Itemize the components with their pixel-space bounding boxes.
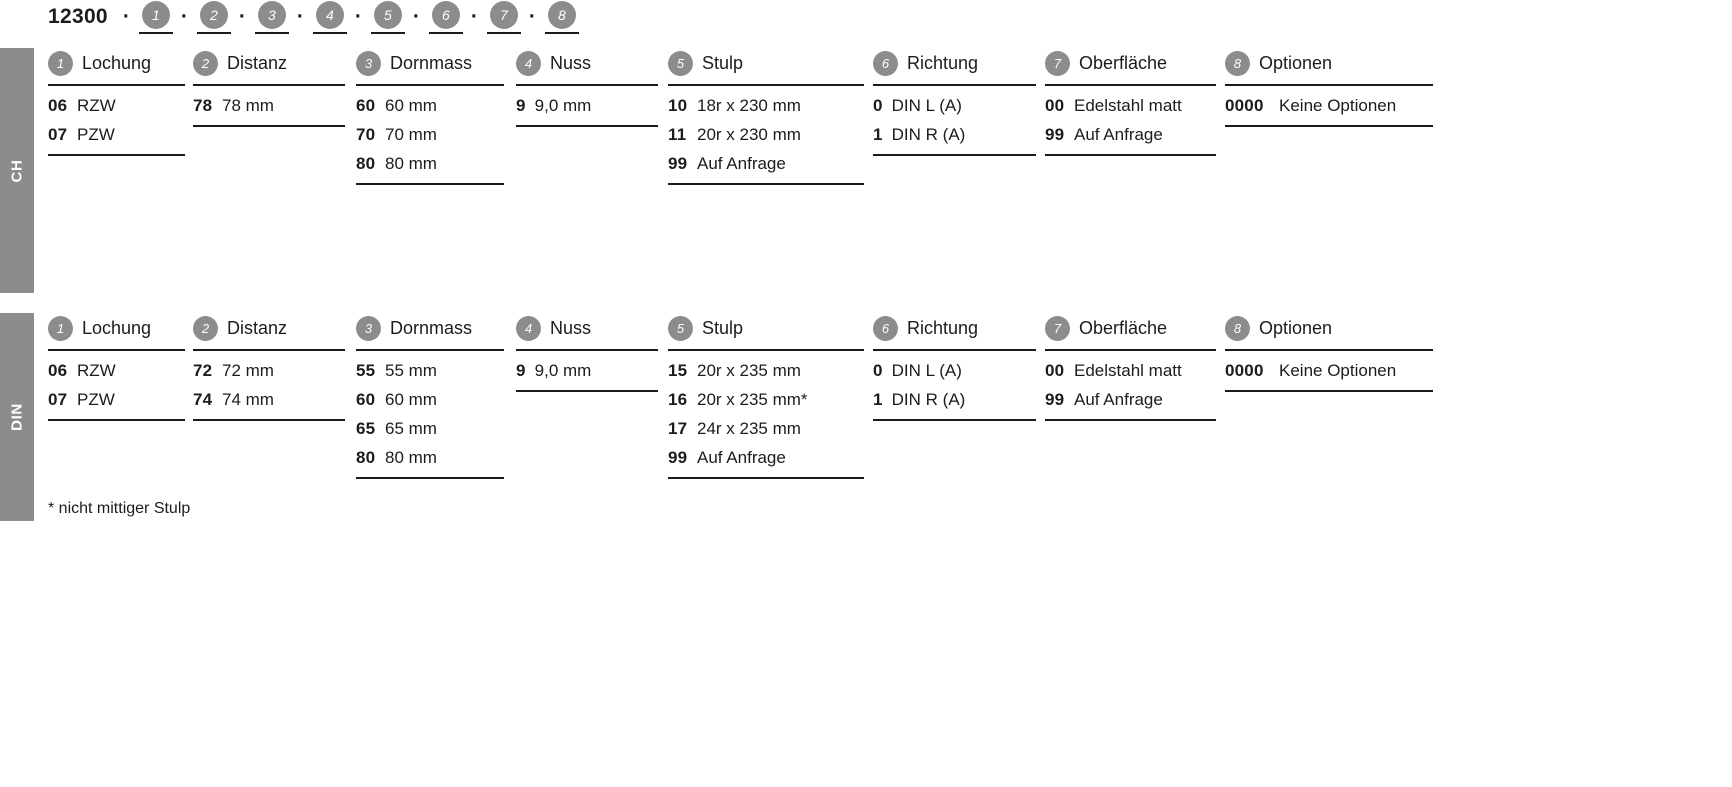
option-code: 1 bbox=[873, 125, 883, 144]
column-title: Lochung bbox=[82, 52, 152, 73]
column-header bbox=[668, 313, 873, 345]
side-tab-label: CH bbox=[8, 159, 26, 182]
column-title: Nuss bbox=[550, 52, 592, 73]
option-label: RZW bbox=[77, 96, 116, 115]
list-item[interactable] bbox=[48, 125, 193, 154]
column-richtung bbox=[873, 313, 1045, 479]
code-separator-3: · bbox=[296, 5, 304, 28]
column-rows bbox=[873, 86, 1045, 154]
list-item[interactable] bbox=[356, 96, 516, 125]
option-label: Auf Anfrage bbox=[697, 154, 786, 173]
option-label: Auf Anfrage bbox=[697, 448, 786, 467]
list-item[interactable] bbox=[873, 96, 1045, 125]
column-title: Distanz bbox=[227, 317, 288, 338]
option-code: 0000 bbox=[1225, 361, 1264, 380]
code-slot-1[interactable] bbox=[139, 1, 173, 34]
column-header bbox=[516, 48, 668, 80]
column-header bbox=[1225, 48, 1433, 80]
column-title: Stulp bbox=[702, 52, 744, 73]
code-slot-4[interactable] bbox=[313, 1, 347, 34]
column-rows bbox=[48, 351, 193, 419]
list-item[interactable] bbox=[668, 125, 873, 154]
column-bottom-divider bbox=[48, 154, 185, 156]
column-bottom-divider bbox=[516, 125, 658, 127]
column-title: Dornmass bbox=[390, 317, 473, 338]
side-tab-label: DIN bbox=[8, 403, 26, 431]
column-header bbox=[1225, 313, 1433, 345]
code-slot-7[interactable] bbox=[487, 1, 521, 34]
column-stulp bbox=[668, 313, 873, 479]
column-number-icon: 6 bbox=[873, 316, 898, 341]
list-item[interactable] bbox=[668, 154, 873, 183]
slot-number-icon: 3 bbox=[258, 1, 286, 29]
column-rows bbox=[668, 86, 873, 183]
code-separator-2: · bbox=[238, 5, 246, 28]
column-stulp bbox=[668, 48, 873, 185]
column-number-icon: 1 bbox=[48, 316, 73, 341]
option-code: 55 bbox=[356, 361, 376, 380]
column-lochung bbox=[48, 48, 193, 185]
slot-number-icon: 8 bbox=[548, 1, 576, 29]
list-item[interactable] bbox=[1045, 125, 1225, 154]
column-optionen bbox=[1225, 313, 1433, 479]
column-title: Stulp bbox=[702, 317, 744, 338]
code-slot-2[interactable] bbox=[197, 1, 231, 34]
option-code: 74 bbox=[193, 390, 213, 409]
column-number-icon: 6 bbox=[873, 51, 898, 76]
column-header bbox=[873, 48, 1045, 80]
option-label: RZW bbox=[77, 361, 116, 380]
column-title: Nuss bbox=[550, 317, 592, 338]
option-label: 74 mm bbox=[222, 390, 274, 409]
list-item[interactable] bbox=[1225, 96, 1433, 125]
option-label: 70 mm bbox=[385, 125, 437, 144]
column-header bbox=[193, 313, 356, 345]
column-title: Dornmass bbox=[390, 52, 473, 73]
option-label: Edelstahl matt bbox=[1074, 361, 1182, 380]
column-rows bbox=[1225, 351, 1433, 390]
option-code: 60 bbox=[356, 390, 376, 409]
option-code: 99 bbox=[1045, 390, 1065, 409]
code-slot-3[interactable] bbox=[255, 1, 289, 34]
column-number-icon: 7 bbox=[1045, 51, 1070, 76]
list-item[interactable] bbox=[48, 390, 193, 419]
option-label: DIN R (A) bbox=[891, 390, 966, 409]
list-item[interactable] bbox=[1045, 96, 1225, 125]
slot-rule bbox=[313, 32, 347, 34]
column-bottom-divider bbox=[873, 419, 1036, 421]
list-item[interactable] bbox=[356, 154, 516, 183]
column-bottom-divider bbox=[873, 154, 1036, 156]
list-item[interactable] bbox=[1225, 361, 1433, 390]
column-header bbox=[356, 48, 516, 80]
column-title: Oberfläche bbox=[1079, 317, 1168, 338]
slot-number-icon: 4 bbox=[316, 1, 344, 29]
option-code: 06 bbox=[48, 96, 68, 115]
option-label: DIN L (A) bbox=[891, 96, 962, 115]
list-item[interactable] bbox=[356, 419, 516, 448]
option-label: 24r x 235 mm bbox=[697, 419, 801, 438]
slot-number-icon: 5 bbox=[374, 1, 402, 29]
option-label: PZW bbox=[77, 390, 115, 409]
list-item[interactable] bbox=[873, 361, 1045, 390]
column-rows bbox=[193, 351, 356, 419]
column-title: Richtung bbox=[907, 317, 979, 338]
column-header bbox=[193, 48, 356, 80]
list-item[interactable] bbox=[873, 390, 1045, 419]
column-bottom-divider bbox=[48, 419, 185, 421]
option-label: 55 mm bbox=[385, 361, 437, 380]
option-label: Edelstahl matt bbox=[1074, 96, 1182, 115]
side-tab-din bbox=[0, 313, 34, 521]
column-number-icon: 1 bbox=[48, 51, 73, 76]
option-code: 99 bbox=[1045, 125, 1065, 144]
option-code: 10 bbox=[668, 96, 688, 115]
column-distanz bbox=[193, 313, 356, 479]
option-label: 65 mm bbox=[385, 419, 437, 438]
column-header bbox=[1045, 313, 1225, 345]
code-separator-5: · bbox=[412, 5, 420, 28]
list-item[interactable] bbox=[668, 419, 873, 448]
code-slot-5[interactable] bbox=[371, 1, 405, 34]
option-code: 07 bbox=[48, 390, 68, 409]
option-code: 16 bbox=[668, 390, 688, 409]
option-label: 60 mm bbox=[385, 96, 437, 115]
column-rows bbox=[193, 86, 356, 125]
option-code: 9 bbox=[516, 361, 526, 380]
column-optionen bbox=[1225, 48, 1433, 185]
column-bottom-divider bbox=[668, 477, 864, 479]
column-bottom-divider bbox=[1225, 390, 1433, 392]
column-bottom-divider bbox=[193, 419, 345, 421]
option-code: 0 bbox=[873, 96, 883, 115]
option-label: Keine Optionen bbox=[1279, 361, 1397, 380]
option-label: 9,0 mm bbox=[534, 361, 592, 380]
option-code: 99 bbox=[668, 154, 688, 173]
slot-number-icon: 6 bbox=[432, 1, 460, 29]
column-title: Optionen bbox=[1259, 52, 1333, 73]
column-title: Optionen bbox=[1259, 317, 1333, 338]
slot-number-icon: 7 bbox=[490, 1, 518, 29]
option-label: Auf Anfrage bbox=[1074, 390, 1163, 409]
column-number-icon: 5 bbox=[668, 51, 693, 76]
option-label: 20r x 230 mm bbox=[697, 125, 801, 144]
code-slot-8[interactable] bbox=[545, 1, 579, 34]
option-label: 80 mm bbox=[385, 448, 437, 467]
option-code: 0000 bbox=[1225, 96, 1264, 115]
column-rows bbox=[516, 86, 668, 125]
column-bottom-divider bbox=[1225, 125, 1433, 127]
column-rows bbox=[356, 86, 516, 183]
column-nuss bbox=[516, 313, 668, 479]
option-label: 78 mm bbox=[222, 96, 274, 115]
option-code: 60 bbox=[356, 96, 376, 115]
column-bottom-divider bbox=[668, 183, 864, 185]
option-code: 15 bbox=[668, 361, 688, 380]
list-item[interactable] bbox=[668, 361, 873, 390]
column-title: Distanz bbox=[227, 52, 288, 73]
column-rows bbox=[1225, 86, 1433, 125]
column-title: Richtung bbox=[907, 52, 979, 73]
list-item[interactable] bbox=[1045, 390, 1225, 419]
article-code-line bbox=[48, 0, 579, 34]
code-separator-0: · bbox=[122, 5, 130, 28]
column-header bbox=[48, 313, 193, 345]
option-label: Keine Optionen bbox=[1279, 96, 1397, 115]
footnote: * nicht mittiger Stulp bbox=[48, 500, 191, 517]
column-number-icon: 4 bbox=[516, 316, 541, 341]
side-tab-ch bbox=[0, 48, 34, 293]
column-header bbox=[873, 313, 1045, 345]
option-code: 11 bbox=[668, 125, 687, 144]
option-label: DIN L (A) bbox=[891, 361, 962, 380]
list-item[interactable] bbox=[193, 390, 356, 419]
column-bottom-divider bbox=[516, 390, 658, 392]
variant-table-ch bbox=[48, 48, 1433, 185]
column-title: Oberfläche bbox=[1079, 52, 1168, 73]
column-number-icon: 2 bbox=[193, 316, 218, 341]
column-header bbox=[1045, 48, 1225, 80]
slot-rule bbox=[197, 32, 231, 34]
slot-rule bbox=[429, 32, 463, 34]
column-dornmass bbox=[356, 313, 516, 479]
option-label: 20r x 235 mm bbox=[697, 361, 801, 380]
column-bottom-divider bbox=[1045, 154, 1216, 156]
column-header bbox=[48, 48, 193, 80]
list-item[interactable] bbox=[48, 361, 193, 390]
column-rows bbox=[668, 351, 873, 477]
option-label: 9,0 mm bbox=[534, 96, 592, 115]
option-code: 00 bbox=[1045, 96, 1065, 115]
code-separator-6: · bbox=[470, 5, 478, 28]
code-separator-1: · bbox=[180, 5, 188, 28]
column-rows bbox=[356, 351, 516, 477]
option-code: 80 bbox=[356, 448, 376, 467]
list-item[interactable] bbox=[668, 96, 873, 125]
option-code: 07 bbox=[48, 125, 68, 144]
code-slot-6[interactable] bbox=[429, 1, 463, 34]
column-number-icon: 3 bbox=[356, 51, 381, 76]
slot-rule bbox=[255, 32, 289, 34]
option-code: 00 bbox=[1045, 361, 1065, 380]
list-item[interactable] bbox=[356, 361, 516, 390]
slot-rule bbox=[371, 32, 405, 34]
column-oberflaeche bbox=[1045, 313, 1225, 479]
column-title: Lochung bbox=[82, 317, 152, 338]
slot-rule bbox=[139, 32, 173, 34]
option-code: 1 bbox=[873, 390, 883, 409]
code-separator-7: · bbox=[528, 5, 536, 28]
list-item[interactable] bbox=[193, 361, 356, 390]
column-rows bbox=[516, 351, 668, 390]
column-number-icon: 3 bbox=[356, 316, 381, 341]
option-code: 70 bbox=[356, 125, 376, 144]
option-code: 06 bbox=[48, 361, 68, 380]
column-header bbox=[356, 313, 516, 345]
column-bottom-divider bbox=[1045, 419, 1216, 421]
variant-table-din bbox=[48, 313, 1433, 479]
option-code: 80 bbox=[356, 154, 376, 173]
column-bottom-divider bbox=[356, 477, 504, 479]
option-label: 60 mm bbox=[385, 390, 437, 409]
column-number-icon: 8 bbox=[1225, 316, 1250, 341]
list-item[interactable] bbox=[193, 96, 356, 125]
column-bottom-divider bbox=[356, 183, 504, 185]
list-item[interactable] bbox=[516, 96, 668, 125]
option-code: 17 bbox=[668, 419, 688, 438]
option-code: 99 bbox=[668, 448, 688, 467]
option-label: PZW bbox=[77, 125, 115, 144]
option-label: 20r x 235 mm* bbox=[697, 390, 808, 409]
column-number-icon: 5 bbox=[668, 316, 693, 341]
column-richtung bbox=[873, 48, 1045, 185]
list-item[interactable] bbox=[516, 361, 668, 390]
column-oberflaeche bbox=[1045, 48, 1225, 185]
list-item[interactable] bbox=[356, 390, 516, 419]
slot-number-icon: 1 bbox=[142, 1, 170, 29]
column-bottom-divider bbox=[193, 125, 345, 127]
column-number-icon: 2 bbox=[193, 51, 218, 76]
list-item[interactable] bbox=[1045, 361, 1225, 390]
list-item[interactable] bbox=[668, 448, 873, 477]
slot-rule bbox=[545, 32, 579, 34]
column-nuss bbox=[516, 48, 668, 185]
option-code: 0 bbox=[873, 361, 883, 380]
list-item[interactable] bbox=[48, 96, 193, 125]
column-rows bbox=[873, 351, 1045, 419]
option-label: 18r x 230 mm bbox=[697, 96, 801, 115]
option-label: 80 mm bbox=[385, 154, 437, 173]
option-code: 9 bbox=[516, 96, 526, 115]
slot-number-icon: 2 bbox=[200, 1, 228, 29]
option-label: 72 mm bbox=[222, 361, 274, 380]
column-rows bbox=[1045, 86, 1225, 154]
option-label: Auf Anfrage bbox=[1074, 125, 1163, 144]
list-item[interactable] bbox=[356, 125, 516, 154]
slot-rule bbox=[487, 32, 521, 34]
column-header bbox=[516, 313, 668, 345]
list-item[interactable] bbox=[356, 448, 516, 477]
column-number-icon: 4 bbox=[516, 51, 541, 76]
column-rows bbox=[1045, 351, 1225, 419]
option-code: 78 bbox=[193, 96, 213, 115]
option-code: 65 bbox=[356, 419, 376, 438]
option-label: DIN R (A) bbox=[891, 125, 966, 144]
list-item[interactable] bbox=[873, 125, 1045, 154]
option-code: 72 bbox=[193, 361, 213, 380]
column-distanz bbox=[193, 48, 356, 185]
code-separator-4: · bbox=[354, 5, 362, 28]
column-number-icon: 7 bbox=[1045, 316, 1070, 341]
column-lochung bbox=[48, 313, 193, 479]
column-rows bbox=[48, 86, 193, 154]
column-header bbox=[668, 48, 873, 80]
column-number-icon: 8 bbox=[1225, 51, 1250, 76]
article-number: 12300 bbox=[48, 5, 108, 28]
column-dornmass bbox=[356, 48, 516, 185]
list-item[interactable] bbox=[668, 390, 873, 419]
